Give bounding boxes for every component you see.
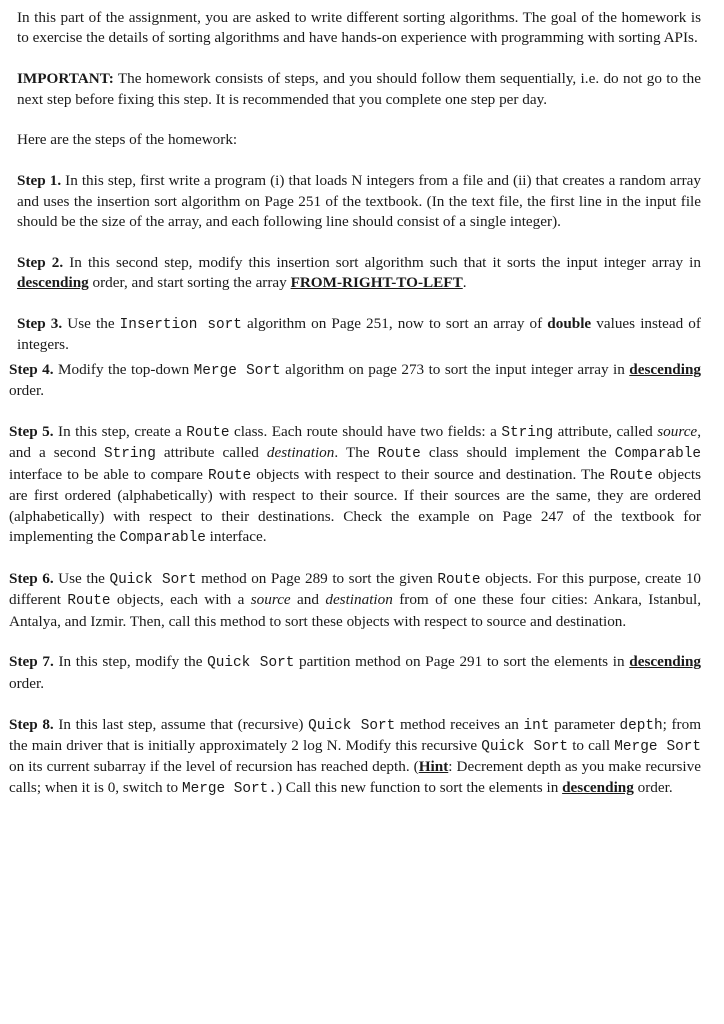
- step-1: [17, 171, 701, 232]
- step-7-text: partition method on Page 291 to sort the elements in: [294, 653, 630, 671]
- step-2-text: .: [462, 274, 467, 292]
- step-5-code-route: Route: [377, 446, 421, 463]
- step-2-text: In this second step, modify this insertion sort algorithm such that it sorts the input integer array in: [63, 253, 701, 271]
- step-7-text: order.: [9, 674, 45, 692]
- step-5-text: interface.: [205, 528, 267, 546]
- step-2-descending: descending: [17, 274, 89, 292]
- step-8-text: : Decrement depth as you make recursive calls; when it is 0, switch to: [9, 758, 701, 796]
- step-5: [9, 422, 701, 548]
- steps-intro-text: Here are the steps of the homework:: [17, 131, 238, 149]
- step-2: [17, 253, 701, 294]
- step-4: [9, 360, 701, 402]
- step-4-text: Modify the top-down: [53, 360, 194, 378]
- step-7: [9, 652, 701, 694]
- step-6-code-route: Route: [437, 571, 481, 588]
- step-2-right-to-left: FROM-RIGHT-TO-LEFT: [290, 274, 463, 292]
- step-3-text: algorithm on Page 251, now to sort an array of: [241, 315, 548, 333]
- step-5-text: . The: [334, 444, 378, 462]
- step-5-text: class should implement the: [420, 444, 615, 462]
- step-4-label: Step 4.: [9, 360, 54, 378]
- step-8-code-int: int: [523, 717, 550, 734]
- step-5-code-route: Route: [609, 467, 653, 484]
- step-8-label: Step 8.: [9, 715, 54, 733]
- step-8-code-quick-sort: Quick Sort: [308, 717, 396, 734]
- step-6-text: method on Page 289 to sort the given: [196, 569, 438, 587]
- step-3-text: Use the: [62, 315, 120, 333]
- important-text: The homework consists of steps, and you should follow them sequentially, i.e. do not go to the next step before fixing this step. It is recommended that you complete one step per day.: [17, 70, 701, 108]
- step-8-text: on its current subarray if the level of recursion has reached depth. (: [9, 758, 419, 776]
- step-4-text: algorithm on page 273 to sort the input integer array in: [280, 360, 630, 378]
- step-8-text: method receives an: [395, 715, 524, 733]
- step-7-text: In this step, modify the: [53, 653, 208, 671]
- step-6-text: from of one these four cities: Ankara, Istanbul, Antalya, and Izmir. Then, call this method to sort these objects with respect to source and destination.: [9, 591, 701, 630]
- step-5-text: interface to be able to compare: [9, 465, 208, 483]
- step-3-double: double: [547, 315, 592, 333]
- step-5-label: Step 5.: [9, 423, 54, 441]
- step-8-hint: Hint: [418, 758, 449, 776]
- step-6-text: objects, each with a: [110, 591, 251, 609]
- step-5-text: In this step, create a: [53, 423, 187, 441]
- intro-paragraph: [17, 8, 701, 49]
- step-5-text: class. Each route should have two fields: a: [229, 423, 502, 441]
- step-5-text: attribute called: [155, 444, 267, 462]
- step-7-descending: descending: [629, 653, 701, 671]
- step-7-label: Step 7.: [9, 653, 54, 671]
- step-3-code-insertion-sort: Insertion sort: [119, 317, 242, 334]
- step-2-text: order, and start sorting the array: [88, 274, 291, 292]
- step-8-descending: descending: [562, 778, 634, 796]
- step-5-code-route: Route: [207, 467, 252, 484]
- step-5-text: objects are first ordered (alphabetically) with respect to their source. If their sources are the same, they are ordered (alphabetically) with respect to their destinations. Check the example on Page 247 of the textbook for implementing the: [9, 465, 701, 546]
- step-8-code-depth: depth: [619, 717, 663, 734]
- step-7-code-quick-sort: Quick Sort: [207, 655, 295, 672]
- step-8: [9, 715, 701, 800]
- step-6-destination: destination: [325, 591, 393, 609]
- step-5-code-string: String: [104, 446, 156, 463]
- important-paragraph: [17, 69, 701, 110]
- intro-text: In this part of the assignment, you are asked to write different sorting algorithms. The goal of the homework is to exercise the details of sorting algorithms and have hands-on experience with programming with sorting APIs.: [17, 9, 701, 47]
- step-4-code-merge-sort: Merge Sort: [193, 362, 281, 379]
- step-8-code-quick-sort: Quick Sort: [481, 739, 569, 756]
- step-6-text: objects. For this purpose, create 10 different: [9, 569, 702, 609]
- steps-intro: [17, 130, 701, 150]
- step-5-code-comparable: Comparable: [119, 530, 206, 547]
- step-2-label: Step 2.: [17, 253, 64, 271]
- step-5-text: attribute, called: [553, 423, 658, 441]
- step-5-destination: destination: [266, 444, 335, 462]
- step-5-code-route: Route: [186, 425, 230, 442]
- step-5-code-string: String: [501, 425, 554, 442]
- step-1-label: Step 1.: [17, 172, 62, 190]
- step-3: [17, 314, 701, 356]
- step-5-text: objects with respect to their source and destination. The: [251, 465, 610, 483]
- step-8-text: order.: [633, 778, 673, 796]
- step-3-label: Step 3.: [17, 315, 63, 333]
- step-6: [9, 569, 701, 632]
- step-6-source: source: [250, 591, 291, 609]
- step-3-text: values instead of integers.: [17, 315, 701, 354]
- step-6-code-route: Route: [67, 593, 111, 610]
- step-8-code-merge-sort: Merge Sort.: [181, 780, 277, 797]
- step-5-text: , and a second: [9, 423, 701, 462]
- step-8-text: ; from the main driver that is initially approximately 2 log N. Modify this recursive: [9, 715, 702, 755]
- step-6-label: Step 6.: [9, 569, 54, 587]
- step-1-text: In this step, first write a program (i) that loads N integers from a file and (ii) that creates a random array and uses the insertion sort algorithm on Page 251 of the textbook. (In the text file, the first line in the input file should be the size of the array, and each following line should consist of a single integer).: [17, 172, 701, 231]
- step-6-code-quick-sort: Quick Sort: [109, 571, 197, 588]
- step-6-text: and: [290, 591, 326, 609]
- important-label: IMPORTANT:: [17, 70, 114, 88]
- assignment-document: [9, 8, 702, 799]
- step-4-descending: descending: [629, 360, 701, 378]
- step-5-code-comparable: Comparable: [614, 446, 701, 463]
- step-8-text: In this last step, assume that (recursive): [53, 715, 309, 733]
- step-8-text: ) Call this new function to sort the elements in: [276, 778, 563, 796]
- step-8-code-merge-sort: Merge Sort: [614, 739, 702, 756]
- step-5-source: source: [657, 423, 698, 441]
- step-6-text: Use the: [53, 569, 110, 587]
- step-8-text: parameter: [549, 715, 620, 733]
- step-4-text: order.: [9, 382, 45, 400]
- step-8-text: to call: [568, 737, 615, 755]
